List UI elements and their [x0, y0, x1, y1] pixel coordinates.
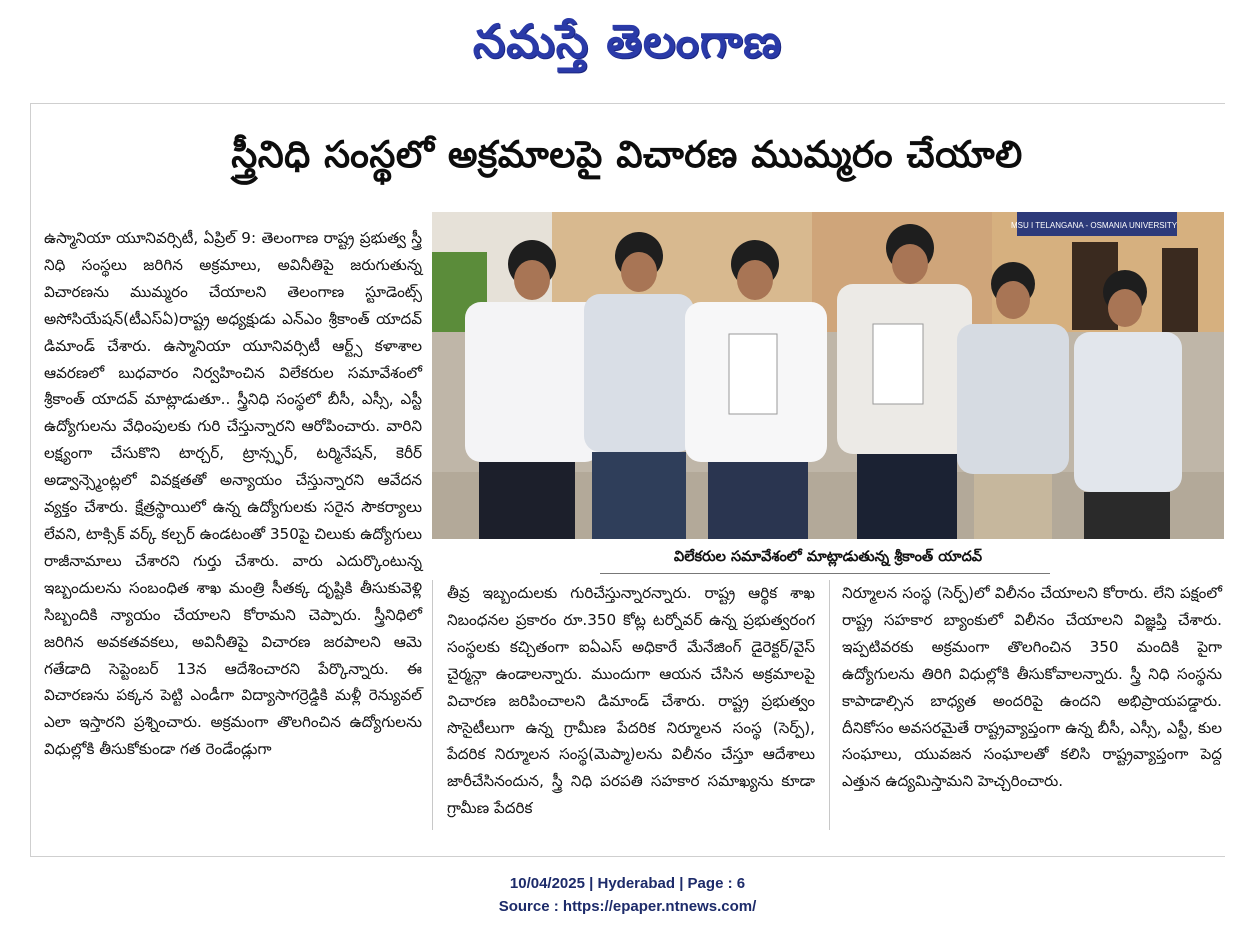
page-footer [0, 872, 1255, 918]
column-3-text: నిర్మూలన సంస్థ (సెర్ప్)లో విలీనం చేయాలని కోరారు. లేని పక్షంలో రాష్ట్ర సహకార బ్యాంకులో విలీనం చేయాలని విజ్ఞప్తి చేశారు. ఇప్పటివరకు అక్రమంగా తొలగించిన 350 మందికి పైగా ఉద్యోగులను తిరిగి విధుల్లోకి తీసుకోవాలన్నారు. స్త్రీ నిధి సంస్థను కాపాడాల్సిన బాధ్యత అందరిపై ఉందని అభిప్రాయపడ్డారు. దీనికోసం అవసరమైతే రాష్ట్రవ్యాప్తంగా ఉన్న బీసీ, ఎస్సీ, ఎస్టీ, కుల సంఘాలు, యువజన సంఘాలతో కలిసి రాష్ట్రవ్యాప్తంగా పెద్ద ఎత్తున ఉద్యమిస్తామని హెచ్చరించారు. [842, 584, 1222, 791]
edition-info: 10/04/2025 | Hyderabad | Page : 6 [509, 875, 746, 892]
caption-underline [600, 573, 1050, 574]
source-link[interactable]: Source : https://epaper.ntnews.com/ [498, 898, 757, 915]
photo-caption: విలేకరుల సమావేశంలో మాట్లాడుతున్న శ్రీకాంత్ యాదవ్ [673, 549, 983, 565]
article-column-3 [842, 580, 1222, 795]
column-1-text: ఉస్మానియా యూనివర్సిటీ, ఏప్రిల్ 9: తెలంగాణ రాష్ట్ర ప్రభుత్వ స్త్రీ నిధి సంస్థలు జరిగిన అక్రమాలు, అవినీతిపై జరుగుతున్న విచారణను ముమ్మరం చేయాలని తెలంగాణ స్టూడెంట్స్ అసోసియేషన్(టీఎస్ఏ)రాష్ట్ర అధ్యక్షుడు ఎన్ఎం శ్రీకాంత్ యాదవ్ డిమాండ్ చేశారు. ఉస్మానియా యూనివర్సిటీ ఆర్ట్స్ కళాశాల ఆవరణలో బుధవారం నిర్వహించిన విలేకరుల సమావేశంలో శ్రీకాంత్ యాదవ్ మాట్లాడుతూ.. స్త్రీనిధి సంస్థలో బీసీ, ఎస్సీ, ఎస్టీ ఉద్యోగులను వేధింపులకు గురి చేస్తున్నారని ఆరోపించారు. వారిని లక్ష్యంగా చేసుకొని టార్చర్, ట్రాన్స్ఫర్, టర్మినేషన్, కెరీర్ అడ్వాన్స్మెంట్లలో వివక్షతతో అన్యాయం చేస్తున్నారని ఆవేదన వ్యక్తం చేశారు. క్షేత్రస్థాయిలో ఉన్న ఉద్యోగులకు సరైన సౌకర్యాలు లేవని, టాక్సిక్ వర్క్ కల్చర్ ఉండటంతో 350పై చిలుకు ఉద్యోగులు రాజీనామాలు చేశారని గుర్తు చేశారు. వారు ఎదుర్కొంటున్న ఇబ్బందులను సంబంధిత శాఖ మంత్రి సీతక్క దృష్టికి తీసుకువెళ్లి సిబ్బందికి న్యాయం చేయాలని కోరామని చెప్పారు. స్త్రీనిధిలో జరిగిన అవకతవకలు, అవినీతిపై విచారణ జరపాలని ఆమె గతేడాది సెప్టెంబర్ 13న ఆదేశించారని పేర్కొన్నారు. ఈ విచారణను పక్కన పెట్టి ఎండీగా విద్యాసాగర్రెడ్డికి మళ్లీ రెన్యువల్ ఎలా ఇస్తారని ప్రశ్నించారు. అక్రమంగా తొలగించిన ఉద్యోగులను విధుల్లోకి తీసుకోకుండా గత రెండేండ్లుగా [44, 229, 422, 759]
article-column-1 [44, 225, 422, 763]
group-photo-image [432, 212, 1224, 539]
headline [30, 112, 1224, 198]
masthead [0, 6, 1255, 76]
photo-banner: MSU I TELANGANA - OSMANIA UNIVERSITY [1010, 221, 1178, 230]
column-divider-2 [829, 580, 830, 830]
newspaper-logo: నమస్తే తెలంగాణ [472, 14, 783, 68]
column-divider-1 [432, 580, 433, 830]
headline-text: స్త్రీనిధి సంస్థలో అక్రమాలపై విచారణ ముమ్మరం చేయాలి [231, 133, 1023, 176]
column-2-text: తీవ్ర ఇబ్బందులకు గురిచేస్తున్నారన్నారు. రాష్ట్ర ఆర్థిక శాఖ నిబంధనల ప్రకారం రూ.350 కోట్ల టర్నోవర్ ఉన్న ప్రభుత్వరంగ సంస్థలకు కచ్చితంగా ఐఏఎస్ అధికారే మేనేజింగ్ డైరెక్టర్/వైస్ చైర్మన్గా ఉండాలన్నారు. ముందుగా ఆయన చేసిన అక్రమాలపై విచారణ జరిపించాలని డిమాండ్ చేశారు. రాష్ట్ర ప్రభుత్వం సొసైటీలుగా ఉన్న గ్రామీణ పేదరిక నిర్మూలన సంస్థ (సెర్ప్), పేదరిక నిర్మూలన సంస్థ(మెప్మా)లను విలీనం చేస్తూ ఆదేశాలు జారీచేసినందున, స్త్రీ నిధి పరపతి సహకార సమాఖ్యను కూడా గ్రామీణ పేదరిక [447, 584, 815, 818]
article-column-2 [447, 580, 815, 822]
article-photo [432, 212, 1224, 539]
